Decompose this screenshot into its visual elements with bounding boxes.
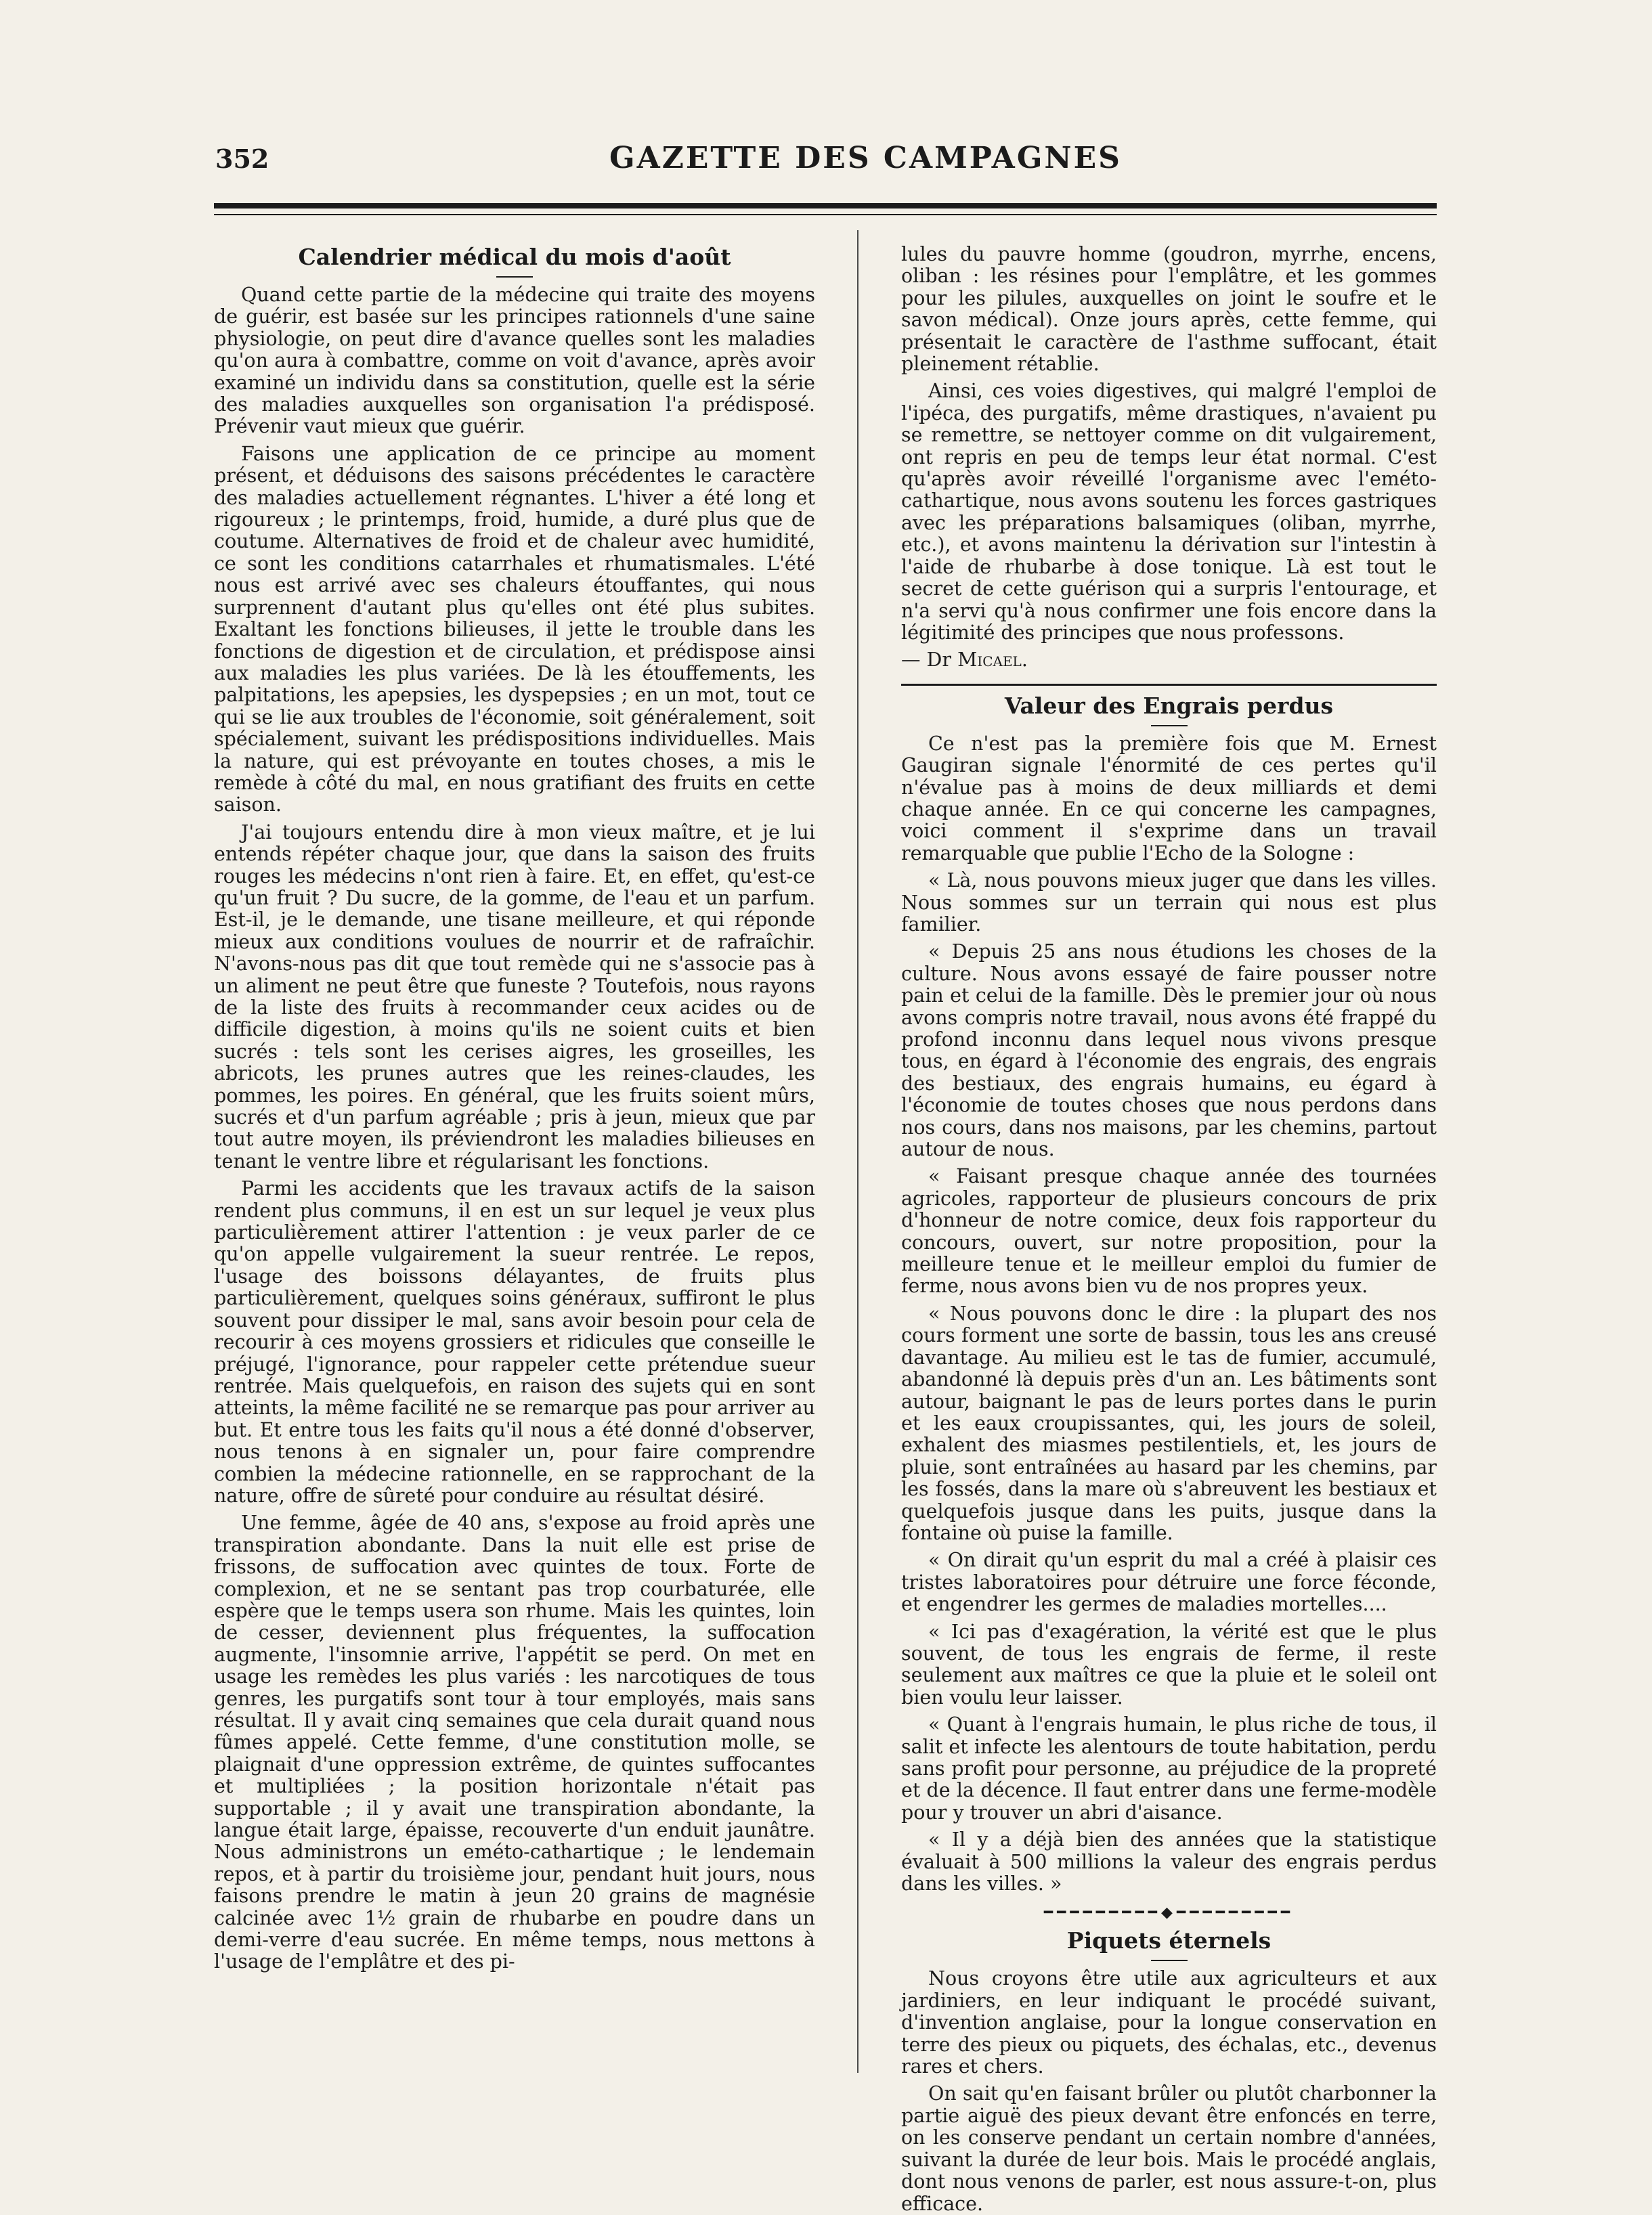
article-paragraph: « Quant à l'engrais humain, le plus riche de tous, il salit et infecte les alentours de toute habitation, perdu sans profit pour personne, au préjudice de la propreté et de la décence. Il faut entrer dans une ferme-modèle pour y trouver un abri d'aisance.: [901, 1713, 1437, 1824]
article-paragraph: Ainsi, ces voies digestives, qui malgré l'emploi de l'ipéca, des purgatifs, même drastiques, n'avaient pu se remettre, se nettoyer comme on dit vulgairement, ont repris en peu de temps leur état normal. C'est qu'après avoir réveillé l'organisme avec l'eméto-cathartique, nous avons soutenu les forces gastriques avec les préparations balsamiques (oliban, myrrhe, etc.), et avons maintenu la dérivation sur l'intestin à l'aide de rhubarbe à dose tonique. Là est tout le secret de cette guérison qui a surpris l'entourage, et n'a servi qu'à nous confirmer une fois encore dans la légitimité des principes que nous professons.: [901, 380, 1437, 644]
article-title-calendrier: Calendrier médical du mois d'août: [298, 244, 731, 270]
article-title-piquets: Piquets éternels: [1066, 1927, 1271, 1954]
signature-name: Micael.: [957, 649, 1028, 672]
article-paragraph: Une femme, âgée de 40 ans, s'expose au froid après une transpiration abondante. Dans la nuit elle est prise de frissons, de suffocation avec quintes de toux. Forte de complexion, et ne se sentant pas trop courbaturée, elle espère que le temps usera son rhume. Mais les quintes, loin de cesser, deviennent plus fréquentes, la suffocation augmente, l'insomnie arrive, l'appétit se perd. On met en usage les remèdes les plus variés : les narcotiques de tous genres, les purgatifs sont tour à tour employés, mais sans résultat. Il y avait cinq semaines que cela durait quand nous fûmes appelé. Cette femme, d'une constitution molle, se plaignait d'une oppression extrême, de quintes suffocantes et multipliées ; la position horizontale n'était pas supportable ; il y avait une transpiration abondante, la langue était large, épaisse, recouverte d'un enduit jaunâtre. Nous administrons un eméto-cathartique ; le lendemain repos, et à partir du troisième jour, pendant huit jours, nous faisons prendre le matin à jeun 20 grains de magnésie calcinée avec 1½ grain de rhubarbe en poudre dans un demi-verre d'eau sucrée. En même temps, nous mettons à l'usage de l'emplâtre et des pi-: [214, 1512, 815, 1973]
title-rule: [1151, 725, 1188, 726]
article-paragraph: Nous croyons être utile aux agriculteurs et aux jardiniers, en leur indiquant le procédé suivant, d'invention anglaise, pour la longue conservation en terre des pieux ou piquets, des échalas, etc., devenus rares et chers.: [901, 1967, 1437, 2078]
article-paragraph: Quand cette partie de la médecine qui traite des moyens de guérir, est basée sur les principes rationnels d'une saine physiologie, on peut dire d'avance quelles sont les maladies qu'on aura à combattre, comme on voit d'avance, après avoir examiné un individu dans sa constitution, quelle est la série des maladies auxquelles son organisation l'a prédisposé. Prévenir vaut mieux que guérir.: [214, 284, 815, 438]
article-paragraph: Parmi les accidents que les travaux actifs de la saison rendent plus communs, il en est un sur lequel je veux plus particulièrement attirer l'attention : je veux parler de ce qu'on appelle vulgairement la sueur rentrée. Le repos, l'usage des boissons délayantes, de fruits plus particulièrement, quelques soins généraux, suffiront le plus souvent pour dissiper le mal, sans avoir besoin pour cela de recourir à ces moyens grossiers et ridicules que conseille le préjugé, l'ignorance, pour rappeler cette prétendue sueur rentrée. Mais quelquefois, en raison des sujets qui en sont atteints, la même facilité ne se remarque pas pour arriver au but. Et entre tous les faits qu'il nous a été donné d'observer, nous tenons à en signaler un, pour faire comprendre combien la médecine rationnelle, en se rapprochant de la nature, offre de sûreté pour conduire au résultat désiré.: [214, 1177, 815, 1507]
article-paragraph: J'ai toujours entendu dire à mon vieux maître, et je lui entends répéter chaque jour, que dans la saison des fruits rouges les médecins n'ont rien à faire. Et, en effet, qu'est-ce qu'un fruit ? Du sucre, de la gomme, de l'eau et un parfum. Est-il, je le demande, une tisane meilleure, et qui réponde mieux aux conditions voulues de nourrir et de rafraîchir. N'avons-nous pas dit que tout remède qui ne s'associe pas à un aliment ne peut être que funeste ? Toutefois, nous rayons de la liste des fruits à recommander ceux acides ou de difficile digestion, à moins qu'ils ne soient cuits et bien sucrés : tels sont les cerises aigres, les groseilles, les abricots, les prunes autres que les reines-claudes, les pommes, les poires. En général, que les fruits soient mûrs, sucrés et d'un parfum agréable ; pris à jeun, mieux que par tout autre moyen, ils préviendront les maladies bilieuses en tenant le ventre libre et régularisant les fonctions.: [214, 820, 815, 1172]
article-signature: [901, 649, 1437, 671]
title-rule: [1151, 1960, 1188, 1961]
article-paragraph: « Nous pouvons donc le dire : la plupart des nos cours forment une sorte de bassin, tous les ans creusé davantage. Au milieu est le tas de fumier, accumulé, abandonné là depuis près d'un an. Les bâtiments sont autour, baignant le pas de leurs portes dans le purin et les eaux croupissantes, qui, les jours de soleil, exhalent des miasmes pestilentiels, et, les jours de pluie, sont entraînées au hasard par les chemins, par les fossés, dans la mare où s'abreuvent les bestiaux et quelquefois jusque dans les puits, jusque dans la fontaine où puise la famille.: [901, 1302, 1437, 1544]
header-rule-thin: [214, 214, 1437, 215]
page-number: 352: [215, 144, 269, 174]
section-valeur-engrais: [901, 684, 1437, 1895]
article-paragraph: Faisons une application de ce principe au moment présent, et déduisons des saisons précédentes le caractère des maladies actuellement régnantes. L'hiver a été long et rigoureux ; le printemps, froid, humide, a duré plus que de coutume. Alternatives de froid et de chaleur avec humidité, ce sont les conditions catarrhales et rhumatismales. L'été nous est arrivé avec ses chaleurs étouffantes, qui nous surprennent d'autant plus qu'elles ont été plus subites. Exaltant les fonctions bilieuses, il jette le trouble dans les fonctions de digestion et de circulation, et prédispose ainsi aux maladies les plus variées. De là les étouffements, les palpitations, les apepsies, les dyspepsies ; en un mot, tout ce qui se lie aux troubles de l'économie, soit généralement, soit spécialement, suivant les prédispositions individuelles. Mais la nature, qui est prévoyante en toutes choses, a mis le remède à côté du mal, en nous gratifiant des fruits en cette saison.: [214, 442, 815, 816]
article-paragraph: « Faisant presque chaque année des tournées agricoles, rapporteur de plusieurs concours de prix d'honneur de notre comice, deux fois rapporteur du concours, ouvert, sur notre proposition, pour la meilleure tenue et le meilleur emploi du fumier de ferme, nous avons bien vu de nos propres yeux.: [901, 1165, 1437, 1298]
article-paragraph: Ce n'est pas la première fois que M. Ernest Gaugiran signale l'énormité de ces pertes qu'il n'évalue pas à moins de deux milliards et demi chaque année. En ce qui concerne les campagnes, voici comment il s'exprime dans un travail remarquable que publie l'Echo de la Sologne :: [901, 732, 1437, 864]
article-paragraph: On sait qu'en faisant brûler ou plutôt charbonner la partie aiguë des pieux devant être enfoncés en terre, on les conserve pendant un certain nombre d'années, suivant la durée de leur bois. Mais le procédé anglais, dont nous venons de parler, est nous assure-t-on, plus efficace.: [901, 2082, 1437, 2215]
section-ornament: ━━━━━━━━━◆━━━━━━━━━: [1043, 1904, 1295, 1922]
article-title-engrais: Valeur des Engrais perdus: [1004, 692, 1334, 719]
title-rule: [496, 276, 533, 278]
article-paragraph: « Depuis 25 ans nous étudions les choses de la culture. Nous avons essayé de faire pousser notre pain et celui de la famille. Dès le premier jour où nous avons compris notre travail, nous avons été frappé du profond inconnu dans lequel nous vivons presque tous, en égard à l'économie des engrais, des engrais des bestiaux, des engrais humains, eu égard à l'économie de toutes choses que nous perdons dans nos cours, dans nos maisons, par les chemins, partout autour de nous.: [901, 940, 1437, 1161]
article-paragraph: « Ici pas d'exagération, la vérité est que le plus souvent, de tous les engrais de ferme, il reste seulement aux maîtres ce que la pluie et le soleil ont bien voulu leur laisser.: [901, 1620, 1437, 1709]
signature-prefix: — Dr: [901, 649, 952, 672]
article-paragraph: « Là, nous pouvons mieux juger que dans les villes. Nous sommes sur un terrain qui nous est plus familier.: [901, 869, 1437, 936]
article-paragraph: « Il y a déjà bien des années que la statistique évaluait à 500 millions la valeur des engrais perdus dans les villes. »: [901, 1828, 1437, 1895]
article-paragraph: « On dirait qu'un esprit du mal a créé à plaisir ces tristes laboratoires pour détruire une force féconde, et engendrer les germes de maladies mortelles....: [901, 1549, 1437, 1616]
right-column: [901, 244, 1437, 2215]
article-paragraph: lules du pauvre homme (goudron, myrrhe, encens, oliban : les résines pour l'emplâtre, et les gommes pour les pilules, auxquelles on joint le soufre et le savon médical). Onze jours après, cette femme, qui présentait le caractère de l'asthme suffocant, était pleinement rétablie.: [901, 243, 1437, 376]
header-rule-thick: [214, 203, 1437, 209]
journal-title: GAZETTE DES CAMPAGNES: [609, 141, 1122, 175]
left-column: [214, 244, 815, 1973]
column-divider: [857, 230, 858, 2073]
section-piquets-eternels: [901, 1927, 1437, 2214]
